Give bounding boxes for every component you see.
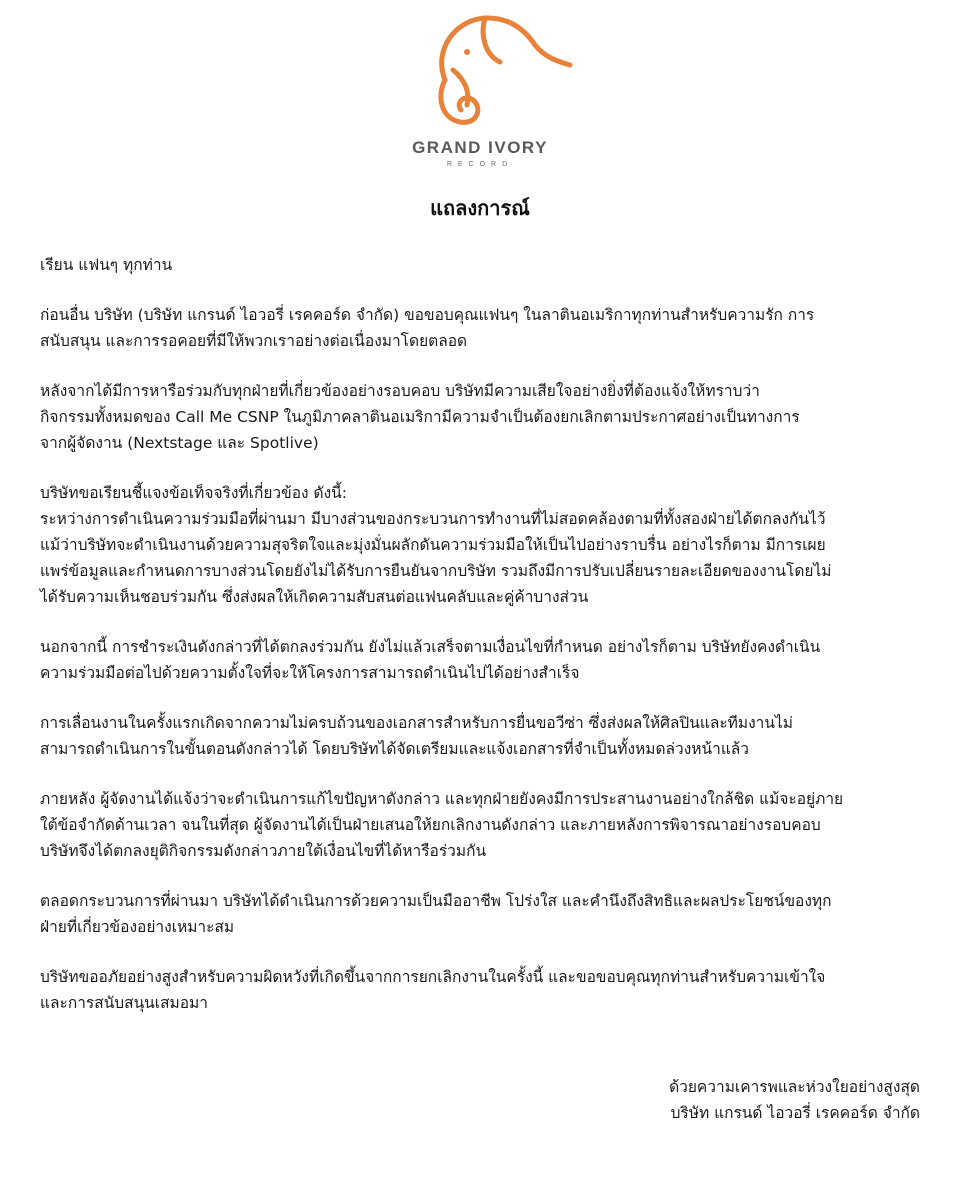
- paragraph-line: ฝ่ายที่เกี่ยวข้องอย่างเหมาะสม: [40, 918, 235, 936]
- paragraph-line: สนับสนุน และการรอคอยที่มีให้พวกเราอย่างต่อเนื่องมาโดยตลอด: [40, 332, 468, 350]
- document-title: แถลงการณ์: [430, 196, 530, 220]
- paragraph-line: บริษัทจึงได้ตกลงยุติกิจกรรมดังกล่าวภายใต้เงื่อนไขที่ได้หารือร่วมกัน: [40, 842, 487, 860]
- salutation: เรียน แฟนๆ ทุกท่าน: [40, 256, 173, 274]
- paragraph-4: [40, 634, 925, 686]
- paragraph-line: ก่อนอื่น บริษัท (บริษัท แกรนด์ ไอวอรี่ เรคคอร์ด จำกัด) ขอขอบคุณแฟนๆ ในลาตินอเมริกาทุกท่านสำหรับความรัก การ: [40, 306, 815, 324]
- paragraph-7: [40, 888, 925, 940]
- paragraph-line: บริษัทขออภัยอย่างสูงสำหรับความผิดหวังที่เกิดขึ้นจากการยกเลิกงานในครั้งนี้ และขอขอบคุณทุกท่านสำหรับความเข้าใจ: [40, 968, 826, 986]
- paragraph-3: [40, 480, 925, 610]
- paragraph-5: [40, 710, 925, 762]
- paragraph-line: ภายหลัง ผู้จัดงานได้แจ้งว่าจะดำเนินการแก้ไขปัญหาดังกล่าว และทุกฝ่ายยังคงมีการประสานงานอย่างใกล้ชิด แม้จะอยู่ภาย: [40, 790, 844, 808]
- paragraph-2: [40, 378, 925, 456]
- closing-regards: ด้วยความเคารพและห่วงใยอย่างสูงสุด: [669, 1078, 920, 1096]
- paragraph-1: [40, 302, 925, 354]
- paragraph-line: ตลอดกระบวนการที่ผ่านมา บริษัทได้ดำเนินการด้วยความเป็นมืออาชีพ โปร่งใส และคำนึงถึงสิทธิและผลประโยชน์ของทุก: [40, 892, 832, 910]
- paragraph-line: หลังจากได้มีการหารือร่วมกับทุกฝ่ายที่เกี่ยวข้องอย่างรอบคอบ บริษัทมีความเสียใจอย่างยิ่งที่ต้องแจ้งให้ทราบว่า: [40, 382, 760, 400]
- paragraph-line: ระหว่างการดำเนินความร่วมมือที่ผ่านมา มีบางส่วนของกระบวนการทำงานที่ไม่สอดคล้องตามที่ทั้งสองฝ่ายได้ตกลงกันไว้: [40, 510, 826, 528]
- closing-block: [669, 1074, 920, 1126]
- signature: บริษัท แกรนด์ ไอวอรี่ เรคคอร์ด จำกัด: [670, 1104, 920, 1122]
- paragraph-line: บริษัทขอเรียนชี้แจงข้อเท็จจริงที่เกี่ยวข้อง ดังนี้:: [40, 484, 347, 502]
- paragraph-line: ได้รับความเห็นชอบร่วมกัน ซึ่งส่งผลให้เกิดความสับสนต่อแฟนคลับและคู่ค้าบางส่วน: [40, 588, 589, 606]
- paragraph-line: สามารถดำเนินการในขั้นตอนดังกล่าวได้ โดยบริษัทได้จัดเตรียมและแจ้งเอกสารที่จำเป็นทั้งหมดล่วงหน้าแล้ว: [40, 740, 750, 758]
- paragraph-line: ความร่วมมือต่อไปด้วยความตั้งใจที่จะให้โครงการสามารถดำเนินไปได้อย่างสำเร็จ: [40, 664, 580, 682]
- paragraph-line: นอกจากนี้ การชำระเงินดังกล่าวที่ได้ตกลงร่วมกัน ยังไม่แล้วเสร็จตามเงื่อนไขที่กำหนด อย่างไรก็ตาม บริษัทยังคงดำเนิน: [40, 638, 821, 656]
- paragraph-line: แพร่ข้อมูลและกำหนดการบางส่วนโดยยังไม่ได้รับการยืนยันจากบริษัท รวมถึงมีการปรับเปลี่ยนรายละเอียดของงานโดยไม่: [40, 562, 832, 580]
- paragraph-line: การเลื่อนงานในครั้งแรกเกิดจากความไม่ครบถ้วนของเอกสารสำหรับการยื่นขอวีซ่า ซึ่งส่งผลให้ศิลปินและทีมงานไม่: [40, 714, 793, 732]
- paragraph-line: ใต้ข้อจำกัดด้านเวลา จนในที่สุด ผู้จัดงานได้เป็นฝ่ายเสนอให้ยกเลิกงานดังกล่าว และภายหลังการพิจารณาอย่างรอบคอบ: [40, 816, 821, 834]
- paragraph-line: กิจกรรมทั้งหมดของ Call Me CSNP ในภูมิภาคลาตินอเมริกามีความจำเป็นต้องยกเลิกตามประกาศอย่างเป็นทางการ: [40, 408, 800, 426]
- paragraph-6: [40, 786, 925, 864]
- brand-subname: RECORD: [446, 161, 514, 168]
- brand-name: GRAND IVORY: [412, 138, 548, 157]
- paragraph-8: [40, 964, 925, 1016]
- statement-body: [40, 252, 925, 1016]
- paragraph-line: จากผู้จัดงาน (Nextstage และ Spotlive): [40, 434, 319, 452]
- paragraph-line: แม้ว่าบริษัทจะดำเนินงานด้วยความสุจริตใจและมุ่งมั่นผลักดันความร่วมมือให้เป็นไปอย่างราบรื่น อย่างไรก็ตาม มีการเผย: [40, 536, 826, 554]
- paragraph-line: และการสนับสนุนเสมอมา: [40, 994, 208, 1012]
